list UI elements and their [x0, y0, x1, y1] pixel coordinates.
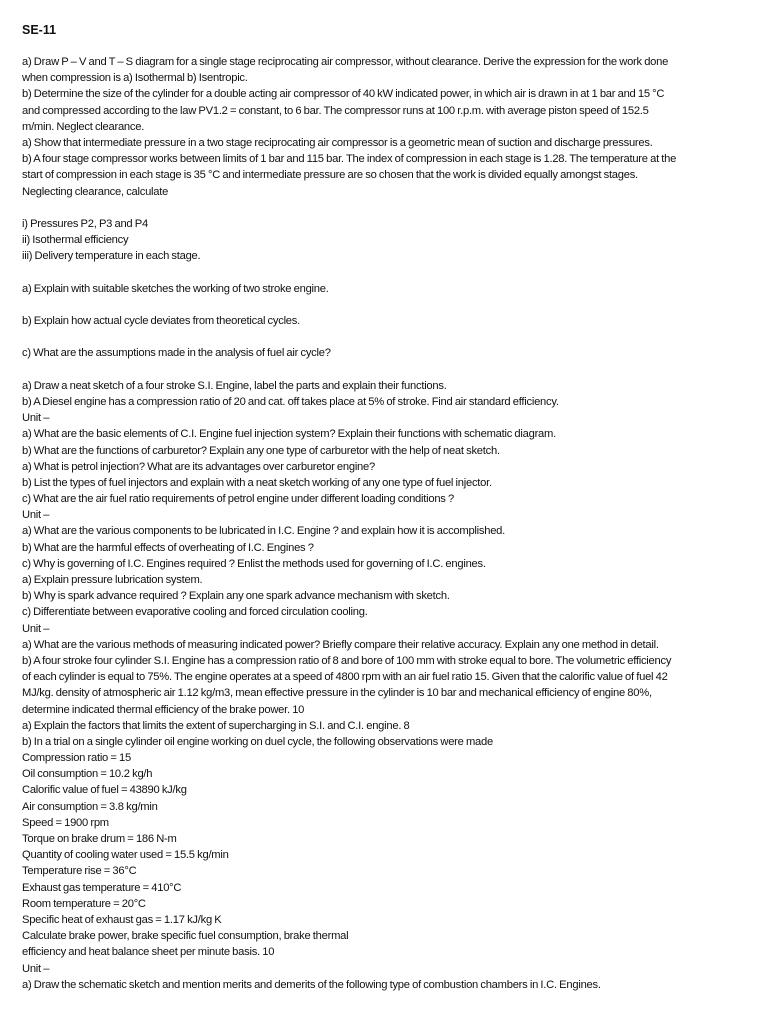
text-line: Compression ratio = 15	[22, 752, 131, 765]
text-line: and compressed according to the law PV1.2 = constant, to 6 bar. The compressor runs at 100 r.p.m. with average piston speed of 152.5	[22, 104, 649, 117]
text-line: b) Explain how actual cycle deviates from theoretical cycles.	[22, 315, 300, 327]
text-line: of each cylinder is equal to 75%. The engine operates at a speed of 4800 rpm with an air fuel ratio 15. Given that the calorific value of fuel 42	[22, 671, 668, 684]
text-line: Unit –	[22, 509, 50, 522]
text-line: b) A four stage compressor works between limits of 1 bar and 115 bar. The index of compression in each stage is 1.28. The temperature at the	[22, 153, 677, 166]
text-line: Speed = 1900 rpm	[22, 816, 109, 829]
text-line: a) Draw P – V and T – S diagram for a single stage reciprocating air compressor, without clearance. Derive the expression for the work done	[22, 56, 669, 68]
text-line: c) What are the air fuel ratio requirements of petrol engine under different loading conditions ?	[22, 493, 454, 506]
text-line: Quantity of cooling water used = 15.5 kg/min	[22, 849, 229, 862]
document-title: SE-11	[22, 23, 57, 37]
blank-line	[22, 329, 740, 345]
text-line: ii) Isothermal efficiency	[22, 234, 129, 247]
text-line: determine indicated thermal efficiency of the brake power. 10	[22, 703, 305, 716]
text-line: a) Draw the schematic sketch and mention merits and demerits of the following type of combustion chambers in I.C. Engines.	[22, 978, 601, 991]
text-line: a) Explain with suitable sketches the working of two stroke engine.	[22, 282, 329, 295]
text-line: Neglecting clearance, calculate	[22, 185, 169, 198]
text-line: a) What are the various methods of measuring indicated power? Briefly compare their relative accuracy. Explain any one method in detail.	[22, 638, 659, 651]
text-line: i) Pressures P2, P3 and P4	[22, 217, 148, 230]
blank-line	[22, 200, 740, 216]
blank-line	[22, 362, 740, 378]
text-line: a) What are the basic elements of C.I. Engine fuel injection system? Explain their functions with schematic diagram.	[22, 428, 556, 441]
document-body	[22, 54, 740, 993]
text-line: iii) Delivery temperature in each stage.	[22, 250, 201, 263]
text-line: a) Explain the factors that limits the extent of supercharging in S.I. and C.I. engine. 8	[22, 719, 410, 732]
document-page	[22, 22, 740, 993]
text-line: a) Explain pressure lubrication system.	[22, 574, 203, 586]
text-line: a) Show that intermediate pressure in a two stage reciprocating air compressor is a geometric mean of suction and discharge pressures.	[22, 136, 653, 149]
text-line: Unit –	[22, 622, 50, 635]
text-line: c) Differentiate between evaporative cooling and forced circulation cooling.	[22, 606, 368, 619]
blank-line	[22, 297, 740, 313]
text-line: Temperature rise = 36°C	[22, 865, 137, 878]
text-line: Exhaust gas temperature = 410°C	[22, 881, 182, 894]
text-line: MJ/kg. density of atmospheric air 1.12 kg/m3, mean effective pressure in the cylinder is 10 bar and mechanical efficiency of engine 80%,	[22, 687, 652, 700]
text-line: b) A four stroke four cylinder S.I. Engine has a compression ratio of 8 and bore of 100 mm with stroke equal to bore. The volumetric efficiency	[22, 654, 672, 667]
text-line: Torque on brake drum = 186 N-m	[22, 833, 177, 845]
blank-line	[22, 264, 740, 280]
text-line: when compression is a) Isothermal b) Isentropic.	[22, 72, 248, 85]
text-line: Air consumption = 3.8 kg/min	[22, 800, 158, 813]
text-line: b) In a trial on a single cylinder oil engine working on duel cycle, the following observations were made	[22, 735, 493, 748]
text-line: Room temperature = 20°C	[22, 897, 146, 910]
text-line: a) What are the various components to be lubricated in I.C. Engine ? and explain how it is accomplished.	[22, 525, 506, 538]
text-line: Unit –	[22, 962, 50, 975]
text-line: a) What is petrol injection? What are its advantages over carburetor engine?	[22, 460, 375, 473]
text-line: Unit –	[22, 412, 50, 425]
text-line: b) What are the functions of carburetor? Explain any one type of carburetor with the help of neat sketch.	[22, 444, 500, 457]
text-line: b) Why is spark advance required ? Explain any one spark advance mechanism with sketch.	[22, 590, 450, 603]
text-line: start of compression in each stage is 35 °C and intermediate pressure are so chosen that the work is divided equally amongst stages.	[22, 169, 638, 182]
text-line: Oil consumption = 10.2 kg/h	[22, 768, 153, 781]
text-line: b) List the types of fuel injectors and explain with a neat sketch working of any one type of fuel injector.	[22, 476, 492, 489]
text-line: a) Draw a neat sketch of a four stroke S.I. Engine, label the parts and explain their functions.	[22, 379, 447, 392]
text-line: Calorific value of fuel = 43890 kJ/kg	[22, 784, 187, 797]
text-line: b) Determine the size of the cylinder for a double acting air compressor of 40 kW indicated power, in which air is drawn in at 1 bar and 15 °C	[22, 88, 665, 101]
text-line: b) A Diesel engine has a compression ratio of 20 and cat. off takes place at 5% of stroke. Find air standard efficiency.	[22, 395, 559, 408]
text-line: Calculate brake power, brake specific fuel consumption, brake thermal	[22, 930, 349, 943]
text-line: Specific heat of exhaust gas = 1.17 kJ/kg K	[22, 913, 222, 926]
text-line: c) Why is governing of I.C. Engines required ? Enlist the methods used for governing of I.C. engines.	[22, 557, 486, 570]
text-line: c) What are the assumptions made in the analysis of fuel air cycle?	[22, 347, 331, 360]
text-line: b) What are the harmful effects of overheating of I.C. Engines ?	[22, 541, 314, 554]
text-line: m/min. Neglect clearance.	[22, 120, 145, 133]
text-line: efficiency and heat balance sheet per minute basis. 10	[22, 946, 275, 959]
